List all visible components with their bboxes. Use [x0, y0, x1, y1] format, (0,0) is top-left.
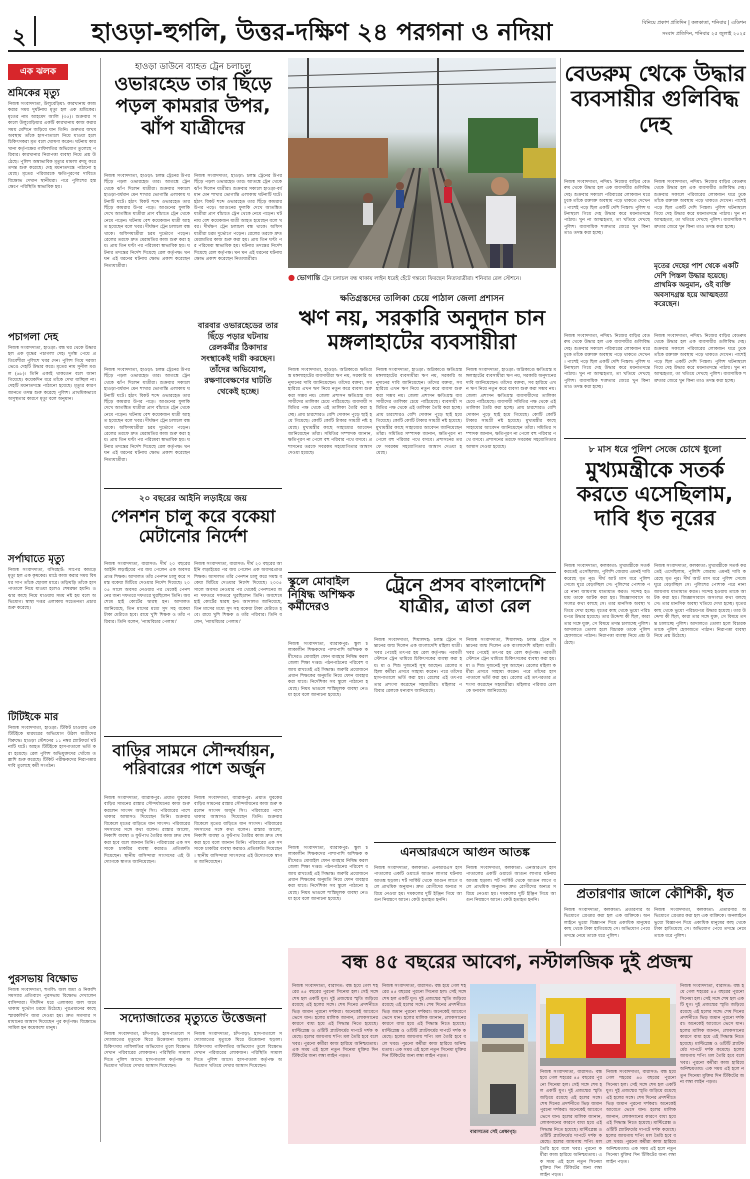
bandh-body-col4: নিজস্ব সংবাদদাতা, বারাসত: বন্ধ হয়ে গেল শহরের ৪৫ বছরের পুরনো সিনেমা হল। সেই সঙ্গে শেষ হল একটি যুগ। দুই প্রজন্মের স্মৃতি জড়িয়ে রয়েছে এই হলের সঙ্গে। শেষ দিনের প্রদর্শনীতে ভিড় জমান পুরনো দর্শকরা। অনেকেই আবেগে ভেসে যান। হলের মালিক জানান, লোকসানের কারণে বাধ্য হয়ে এই সিদ্ধান্ত নিতে হয়েছে। মাল্টিপ্লেক্স ও ওটিটি প্ল্যাটফর্মের দাপটে দর্শক কমেছে। হলের জায়গায় শপিং মল তৈরি হবে বলে খবর। পুরনো কর্মীরা কাজ হারিয়ে অনিশ্চয়তায়। এক সময় এই হলে নতুন সিনেমা মুক্তির দিন টিকিটের জন্য লম্বা লাইন পড়ত।	[606, 1070, 676, 1165]
mall-building-illustration	[540, 984, 676, 1066]
left-brief-column	[8, 60, 96, 1140]
brief-body: নিজস্ব সংবাদদাতা, হাওড়া: বন্ধ ঘর থেকে উদ্ধার হল এক বৃদ্ধের পচাগলা দেহ। দুর্গন্ধ পেয়ে প্রতিবেশীরা পুলিশে খবর দেন। পুলিশ গিয়ে দরজা ভেঙে দেহটি উদ্ধার করে। মৃতের নাম সুনীল মণ্ডল (৬৮)। তিনি একাই থাকতেন বলে জানা গিয়েছে। কয়েকদিন ধরে তাঁকে দেখা যাচ্ছিল না। দেহটি ময়নাতদন্তে পাঠানো হয়েছে। মৃত্যুর কারণ জানতে তদন্ত শুরু করেছে পুলিশ। প্রাথমিকভাবে অসুস্থতার কারণে মৃত্যু বলে অনুমান।	[8, 346, 96, 403]
section-rule	[104, 1008, 282, 1009]
cm-kicker: ৮ মাস ধরে পুলিশ সেজে চোখে ধুলো	[588, 445, 722, 455]
column-divider	[100, 58, 101, 1142]
kaushiki-body-col1: নিজস্ব সংবাদদাতা, কলকাতা: প্রতারণার অভিযোগে গ্রেপ্তার করা হল এক ব্যক্তিকে। অনলাইনে ভুয়ো বিজ্ঞাপন দিয়ে একাধিক মানুষের কাছ থেকে টাকা হাতিয়েছে সে। অভিযোগ পেয়ে তদন্তে নেমে তাকে ধরে পুলিশ।	[564, 908, 650, 939]
overhead-body-col1b: নিজস্ব সংবাদদাতা, হাওড়া: চলন্ত ট্রেনের উপর ছিঁড়ে পড়ল ওভারহেড তার। আতঙ্কে ট্রেন থেকে ঝাঁপ দিলেন যাত্রীরা। শুক্রবার সকালে হাওড়া-বর্ধমান মেন শাখার ভোগান্তি এলাকায় ঘটনাটি ঘটে। হঠাৎ বিকট শব্দে ওভারহেড তার ছিঁড়ে কামরার উপর পড়ে। আগুনের ফুলকি দেখে আতঙ্কিত যাত্রীরা প্রাণ বাঁচাতে ট্রেন থেকে নেমে পড়েন। ঘটনায় বেশ কয়েকজন যাত্রী আহত হয়েছেন বলে খবর। দীর্ঘক্ষণ ট্রেন চলাচল বন্ধ থাকে। অফিসযাত্রীরা চরম দুর্ভোগে পড়েন। রেলের তরফে দ্রুত মেরামতির কাজ শুরু করা হয়। প্রায় তিন ঘণ্টা পর পরিষেবা স্বাভাবিক হয়। ঘটনার তদন্তের নির্দেশ দিয়েছে রেল কর্তৃপক্ষ। ঘন ঘন এই ধরনের ঘটনায় ক্ষোভ প্রকাশ করেছেন নিত্যযাত্রীরা।	[104, 368, 190, 463]
loan-body-col2: নিজস্ব সংবাদদাতা, হাওড়া: অগ্নিকাণ্ডে ক্ষতিগ্রস্ত মঙ্গলাহাটের ব্যবসায়ীরা ঋণ নয়, সরকারি অনুদানের দাবি জানিয়েছেন। তাঁদের বক্তব্য, সব হারিয়ে এখন ঋণ নিয়ে নতুন করে ব্যবসা শুরু করা সম্ভব নয়। জেলা প্রশাসন ক্ষতিগ্রস্ত ব্যবসায়ীদের তালিকা চেয়ে পাঠিয়েছে। ব্যবসায়ী সমিতির পক্ষ থেকে এই তালিকা তৈরি করা হচ্ছে। প্রায় চারশোরও বেশি দোকান পুড়ে ছাই হয়ে গিয়েছে। কোটি কোটি টাকার সামগ্রী নষ্ট হয়েছে। মুখ্যমন্ত্রীর কাছে সাহায্যের আবেদন জানিয়েছেন তাঁরা। সমিতির সম্পাদক জানান, ক্ষতিপূরণ না পেলে বহু পরিবার পথে বসবে। প্রশাসনের তরফে সবরকম সহযোগিতার আশ্বাস দেওয়া হয়েছে।	[376, 368, 462, 457]
photo-label-dot: ●	[288, 273, 295, 282]
mobile-body: নিজস্ব সংবাদদাতা, ব্যারাকপুর: স্কুল চলাকালীন শিক্ষকদের পাশাপাশি অশিক্ষক কর্মীদেরও মোবাইল ফোন ব্যবহার নিষিদ্ধ করল জেলা শিক্ষা দপ্তর। পঠনপাঠনের পরিবেশ বজায় রাখতেই এই সিদ্ধান্ত। জরুরি প্রয়োজনে প্রধান শিক্ষকের অনুমতি নিয়ে ফোন ব্যবহার করা যাবে। নির্দেশিকা সব স্কুলে পাঠানো হয়েছে। নিয়ম ভাঙলে শাস্তিমূলক ব্যবস্থা নেওয়া হবে বলে জানানো হয়েছে।	[288, 642, 368, 699]
loan-headline: ঋণ নয়, সরকারি অনুদান চান মঙ্গলাহাটের ব্যবসায়ীরা	[298, 306, 546, 355]
bedroom-body-col1: নিজস্ব সংবাদদাতা, নদিয়া: নিজের বাড়ির বেডরুম থেকে উদ্ধার হল এক ব্যবসায়ীর গুলিবিদ্ধ দেহ। শুক্রবার সকালে পরিবারের লোকজন ঘরে ঢুকে তাঁকে রক্তাক্ত অবস্থায় পড়ে থাকতে দেখেন। পাশেই পড়ে ছিল একটি দেশি পিস্তল। পুলিশ ঘটনাস্থলে গিয়ে দেহ উদ্ধার করে ময়নাতদন্তে পাঠায়। খুন না আত্মহত্যা, তা খতিয়ে দেখছে পুলিশ। ব্যবসায়িক শত্রুতার জেরে খুন কিনা তাও তদন্ত করা হচ্ছে।	[564, 180, 650, 237]
column-divider	[560, 58, 561, 946]
bedroom-body-col2: নিজস্ব সংবাদদাতা, নদিয়া: নিজের বাড়ির বেডরুম থেকে উদ্ধার হল এক ব্যবসায়ীর গুলিবিদ্ধ দেহ। শুক্রবার সকালে পরিবারের লোকজন ঘরে ঢুকে তাঁকে রক্তাক্ত অবস্থায় পড়ে থাকতে দেখেন। পাশেই পড়ে ছিল একটি দেশি পিস্তল। পুলিশ ঘটনাস্থলে গিয়ে দেহ উদ্ধার করে ময়নাতদন্তে পাঠায়। খুন না আত্মহত্যা, তা খতিয়ে দেখছে পুলিশ। ব্যবসায়িক শত্রুতার জেরে খুন কিনা তাও তদন্ত করা হচ্ছে।	[654, 180, 746, 230]
kaushiki-body-col2: নিজস্ব সংবাদদাতা, কলকাতা: প্রতারণার অভিযোগে গ্রেপ্তার করা হল এক ব্যক্তিকে। অনলাইনে ভুয়ো বিজ্ঞাপন দিয়ে একাধিক মানুষের কাছ থেকে টাকা হাতিয়েছে সে। অভিযোগ পেয়ে তদন্তে নেমে তাকে ধরে পুলিশ।	[654, 908, 746, 939]
pension-body-col2: নিজস্ব সংবাদদাতা, বারাসত: দীর্ঘ ২০ বছরের আইনি লড়াইয়ের পর জয় পেলেন এক অবসরপ্রাপ্ত শিক্ষক। আদালত তাঁর পেনশন চালু করে সমস্ত বকেয়া মিটিয়ে দেওয়ার নির্দেশ দিয়েছে। ২০০৫ সালে অবসর নেওয়ার পর থেকেই পেনশনের জন্য দফতরে দফতরে ঘুরছিলেন তিনি। অবশেষে হাই কোর্টের দ্বারস্থ হন। আদালত জানিয়েছে, তিন মাসের মধ্যে সুদ সহ বকেয়া টাকা মেটাতে হবে। রায়ে খুশি শিক্ষক ও তাঁর পরিবার। তিনি বলেন, 'ন্যায়বিচার পেলাম।'	[194, 562, 282, 625]
cinema-photo	[470, 984, 536, 1126]
photo-label: ভোগান্তি	[296, 274, 321, 282]
overhead-kicker: হাওড়া ডাউনে ব্যাহত ট্রেন চলাচল	[135, 62, 251, 72]
beauty-body-col2: নিজস্ব সংবাদদাতা, ব্যারাকপুর: প্রয়াত যুবকের বাড়ির সামনের রাস্তার সৌন্দর্যায়নের কাজ শুরু করলেন সাংসদ অর্জুন সিং। পরিবারের পাশে থাকার আশ্বাসও দিয়েছেন তিনি। শুক্রবার বিকেলে মৃতের বাড়িতে যান সাংসদ। পরিবারের সদস্যদের সঙ্গে কথা বলেন। রাস্তার আলো, নিকাশি ব্যবস্থা ও ফুটপাথ তৈরির কাজ দ্রুত শেষ করা হবে বলে জানান তিনি। পরিবারের এক সদস্যকে চাকরির ব্যবস্থা করারও প্রতিশ্রুতি দিয়েছেন। স্থানীয় বাসিন্দারা সাংসদের এই উদ্যোগকে স্বাগত জানিয়েছেন।	[194, 796, 282, 866]
bedroom-pull-quote: মৃতের দেহের পাশ থেকে একটি দেশি পিস্তল উদ্ধার হয়েছে। প্রাথমিক অনুমান, ওই ব্যক্তি অবসাদগ্রস্ত হয়ে আত্মহত্যা করেছেন।	[654, 262, 739, 308]
pension-kicker: ২০ বছরের আইনি লড়াইয়ে জয়	[139, 494, 247, 504]
cm-body-col1: নিজস্ব সংবাদদাতা, কলকাতা: মুখ্যমন্ত্রীকে সতর্ক করতেই এসেছিলাম, পুলিশি জেরায় এমনই দাবি করেছে ধৃত নূর। দীর্ঘ আট মাস ধরে পুলিশ সেজে ঘুরে বেড়াচ্ছিল সে। পুলিশের পোশাক পরে নানা জায়গায় যাতায়াত করত। সন্দেহ হওয়ায় তাকে আটক করা হয়। জিজ্ঞাসাবাদে অসংলগ্ন কথা বলছে সে। তার মানসিক অবস্থা খতিয়ে দেখা হচ্ছে। ধৃতের কাছ থেকে ভুয়ো পরিচয়পত্র উদ্ধার হয়েছে। তার উদ্দেশ্য কী ছিল, কারা তার সঙ্গে যুক্ত, সে বিষয়ে তদন্ত চালাচ্ছে পুলিশ। আদালতে তোলা হলে বিচারক তাকে পুলিশ হেফাজতে পাঠান। নিরাপত্তা ব্যবস্থা নিয়ে প্রশ্ন উঠেছে।	[564, 564, 650, 646]
brief-headline: পুরসভায় বিক্ষোভ	[8, 974, 78, 985]
brief-headline: সর্পাঘাতে মৃত্যু	[8, 554, 65, 565]
cm-headline: মুখ্যমন্ত্রীকে সতর্ক করতে এসেছিলাম, দাবি ধৃত নূরের	[576, 458, 734, 531]
nrs-body-col1: নিজস্ব সংবাদদাতা, কলকাতা: এনআরএস হাসপাতালের একটি ওয়ার্ডে আগুন লাগার ঘটনায় আতঙ্ক ছড়াল। শর্ট সার্কিট থেকে আগুন লাগে বলে প্রাথমিক অনুমান। দ্রুত রোগীদের অন্যত্র সরিয়ে নেওয়া হয়। দমকলের দুটি ইঞ্জিন গিয়ে আগুন নিয়ন্ত্রণে আনে। কেউ হতাহত হননি।	[374, 866, 462, 904]
kaushiki-headline: প্রতারণার জালে কৌশিকী, ধৃত	[576, 887, 734, 902]
loan-body-col1: নিজস্ব সংবাদদাতা, হাওড়া: অগ্নিকাণ্ডে ক্ষতিগ্রস্ত মঙ্গলাহাটের ব্যবসায়ীরা ঋণ নয়, সরকারি অনুদানের দাবি জানিয়েছেন। তাঁদের বক্তব্য, সব হারিয়ে এখন ঋণ নিয়ে নতুন করে ব্যবসা শুরু করা সম্ভব নয়। জেলা প্রশাসন ক্ষতিগ্রস্ত ব্যবসায়ীদের তালিকা চেয়ে পাঠিয়েছে। ব্যবসায়ী সমিতির পক্ষ থেকে এই তালিকা তৈরি করা হচ্ছে। প্রায় চারশোরও বেশি দোকান পুড়ে ছাই হয়ে গিয়েছে। কোটি কোটি টাকার সামগ্রী নষ্ট হয়েছে। মুখ্যমন্ত্রীর কাছে সাহায্যের আবেদন জানিয়েছেন তাঁরা। সমিতির সম্পাদক জানান, ক্ষতিপূরণ না পেলে বহু পরিবার পথে বসবে। প্রশাসনের তরফে সবরকম সহযোগিতার আশ্বাস দেওয়া হয়েছে।	[288, 368, 372, 457]
overhead-headline: ওভারহেড তার ছিঁড়ে পড়ল কামরার উপর, ঝাঁপ যাত্রীদের	[114, 73, 272, 139]
newborn-body-col1: নিজস্ব সংবাদদাতা, চাঁদপাড়া: হাসপাতালে সদ্যোজাতের মৃত্যুকে ঘিরে উত্তেজনা ছড়াল। চিকিৎসায় গাফিলতির অভিযোগ তুলে বিক্ষোভ দেখান পরিবারের লোকজন। পরিস্থিতি সামাল দিতে পুলিশ আসে। হাসপাতাল কর্তৃপক্ষ অভিযোগ খতিয়ে দেখার আশ্বাস দিয়েছেন।	[104, 1032, 190, 1070]
edition-line-1: বিনিয়ে প্রকাশ প্রতিদিন | কলকাতা, শনিবার | এডিশন	[642, 20, 746, 26]
overhead-body-col1: নিজস্ব সংবাদদাতা, হাওড়া: চলন্ত ট্রেনের উপর ছিঁড়ে পড়ল ওভারহেড তার। আতঙ্কে ট্রেন থেকে ঝাঁপ দিলেন যাত্রীরা। শুক্রবার সকালে হাওড়া-বর্ধমান মেন শাখার ভোগান্তি এলাকায় ঘটনাটি ঘটে। হঠাৎ বিকট শব্দে ওভারহেড তার ছিঁড়ে কামরার উপর পড়ে। আগুনের ফুলকি দেখে আতঙ্কিত যাত্রীরা প্রাণ বাঁচাতে ট্রেন থেকে নেমে পড়েন। ঘটনায় বেশ কয়েকজন যাত্রী আহত হয়েছেন বলে খবর। দীর্ঘক্ষণ ট্রেন চলাচল বন্ধ থাকে। অফিসযাত্রীরা চরম দুর্ভোগে পড়েন। রেলের তরফে দ্রুত মেরামতির কাজ শুরু করা হয়। প্রায় তিন ঘণ্টা পর পরিষেবা স্বাভাবিক হয়। ঘটনার তদন্তের নির্দেশ দিয়েছে রেল কর্তৃপক্ষ। ঘন ঘন এই ধরনের ঘটনায় ক্ষোভ প্রকাশ করেছেন নিত্যযাত্রীরা।	[104, 174, 190, 269]
loan-kicker: ক্ষতিগ্রস্তদের তালিকা চেয়ে পাঠাল জেলা প্রশাসন	[340, 294, 504, 304]
bedroom-body-col2b: নিজস্ব সংবাদদাতা, নদিয়া: নিজের বাড়ির বেডরুম থেকে উদ্ধার হল এক ব্যবসায়ীর গুলিবিদ্ধ দেহ। শুক্রবার সকালে পরিবারের লোকজন ঘরে ঢুকে তাঁকে রক্তাক্ত অবস্থায় পড়ে থাকতে দেখেন। পাশেই পড়ে ছিল একটি দেশি পিস্তল। পুলিশ ঘটনাস্থলে গিয়ে দেহ উদ্ধার করে ময়নাতদন্তে পাঠায়। খুন না আত্মহত্যা, তা খতিয়ে দেখছে পুলিশ। ব্যবসায়িক শত্রুতার জেরে খুন কিনা তাও তদন্ত করা হচ্ছে।	[654, 334, 746, 384]
mobile-body-b: নিজস্ব সংবাদদাতা, ব্যারাকপুর: স্কুল চলাকালীন শিক্ষকদের পাশাপাশি অশিক্ষক কর্মীদেরও মোবাইল ফোন ব্যবহার নিষিদ্ধ করল জেলা শিক্ষা দপ্তর। পঠনপাঠনের পরিবেশ বজায় রাখতেই এই সিদ্ধান্ত। জরুরি প্রয়োজনে প্রধান শিক্ষকের অনুমতি নিয়ে ফোন ব্যবহার করা যাবে। নির্দেশিকা সব স্কুলে পাঠানো হয়েছে। নিয়ম ভাঙলে শাস্তিমূলক ব্যবস্থা নেওয়া হবে বলে জানানো হয়েছে।	[288, 846, 368, 903]
cinema-photo-caption: বারাসতের সেই প্রেক্ষাগৃহ।	[470, 1130, 517, 1135]
nrs-body-col2: নিজস্ব সংবাদদাতা, কলকাতা: এনআরএস হাসপাতালের একটি ওয়ার্ডে আগুন লাগার ঘটনায় আতঙ্ক ছড়াল। শর্ট সার্কিট থেকে আগুন লাগে বলে প্রাথমিক অনুমান। দ্রুত রোগীদের অন্যত্র সরিয়ে নেওয়া হয়। দমকলের দুটি ইঞ্জিন গিয়ে আগুন নিয়ন্ত্রণে আনে। কেউ হতাহত হননি।	[466, 866, 556, 904]
bandh-body-col3: নিজস্ব সংবাদদাতা, বারাসত: বন্ধ হয়ে গেল শহরের ৪৫ বছরের পুরনো সিনেমা হল। সেই সঙ্গে শেষ হল একটি যুগ। দুই প্রজন্মের স্মৃতি জড়িয়ে রয়েছে এই হলের সঙ্গে। শেষ দিনের প্রদর্শনীতে ভিড় জমান পুরনো দর্শকরা। অনেকেই আবেগে ভেসে যান। হলের মালিক জানান, লোকসানের কারণে বাধ্য হয়ে এই সিদ্ধান্ত নিতে হয়েছে। মাল্টিপ্লেক্স ও ওটিটি প্ল্যাটফর্মের দাপটে দর্শক কমেছে। হলের জায়গায় শপিং মল তৈরি হবে বলে খবর। পুরনো কর্মীরা কাজ হারিয়ে অনিশ্চয়তায়। এক সময় এই হলে নতুন সিনেমা মুক্তির দিন টিকিটের জন্য লম্বা লাইন পড়ত।	[540, 1070, 602, 1178]
bandh-body-col5: নিজস্ব সংবাদদাতা, বারাসত: বন্ধ হয়ে গেল শহরের ৪৫ বছরের পুরনো সিনেমা হল। সেই সঙ্গে শেষ হল একটি যুগ। দুই প্রজন্মের স্মৃতি জড়িয়ে রয়েছে এই হলের সঙ্গে। শেষ দিনের প্রদর্শনীতে ভিড় জমান পুরনো দর্শকরা। অনেকেই আবেগে ভেসে যান। হলের মালিক জানান, লোকসানের কারণে বাধ্য হয়ে এই সিদ্ধান্ত নিতে হয়েছে। মাল্টিপ্লেক্স ও ওটিটি প্ল্যাটফর্মের দাপটে দর্শক কমেছে। হলের জায়গায় শপিং মল তৈরি হবে বলে খবর। পুরনো কর্মীরা কাজ হারিয়ে অনিশ্চয়তায়। এক সময় এই হলে নতুন সিনেমা মুক্তির দিন টিকিটের জন্য লম্বা লাইন পড়ত।	[680, 984, 744, 1086]
section-rule	[104, 736, 282, 737]
pension-body-col1: নিজস্ব সংবাদদাতা, বারাসত: দীর্ঘ ২০ বছরের আইনি লড়াইয়ের পর জয় পেলেন এক অবসরপ্রাপ্ত শিক্ষক। আদালত তাঁর পেনশন চালু করে সমস্ত বকেয়া মিটিয়ে দেওয়ার নির্দেশ দিয়েছে। ২০০৫ সালে অবসর নেওয়ার পর থেকেই পেনশনের জন্য দফতরে দফতরে ঘুরছিলেন তিনি। অবশেষে হাই কোর্টের দ্বারস্থ হন। আদালত জানিয়েছে, তিন মাসের মধ্যে সুদ সহ বকেয়া টাকা মেটাতে হবে। রায়ে খুশি শিক্ষক ও তাঁর পরিবার। তিনি বলেন, 'ন্যায়বিচার পেলাম।'	[104, 562, 190, 625]
rail-scene-illustration	[288, 58, 556, 268]
edition-line-2: সংবাদ প্রতিদিন, শনিবার ২৫ জুলাই ২০২৫	[662, 31, 746, 37]
beauty-headline: বাড়ির সামনে সৌন্দর্যায়ন, পরিবারের পাশে অর্জুন	[112, 741, 276, 779]
section-rule	[374, 842, 556, 843]
train-birth-body-col2: নিজস্ব সংবাদদাতা, শিয়ালদহ: চলন্ত ট্রেনে সন্তানের জন্ম দিলেন এক বাংলাদেশি মহিলা যাত্রী। খবর পেয়েই তৎপর হয় রেল কর্তৃপক্ষ। পরবর্তী স্টেশনে ট্রেন থামিয়ে চিকিৎসকের ব্যবস্থা করা হয়। মা ও শিশু দুজনেই সুস্থ আছেন। রেলের মহিলা কর্মীরা প্রসবে সাহায্য করেন। পরে তাঁদের হাসপাতালে ভর্তি করা হয়। রেলের এই তৎপরতার প্রশংসা করেছেন সহযাত্রীরা। মহিলার পরিবার রেলকে ধন্যবাদ জানিয়েছে।	[466, 638, 556, 695]
section-rule	[288, 572, 556, 573]
bandh-body-col1: নিজস্ব সংবাদদাতা, বারাসত: বন্ধ হয়ে গেল শহরের ৪৫ বছরের পুরনো সিনেমা হল। সেই সঙ্গে শেষ হল একটি যুগ। দুই প্রজন্মের স্মৃতি জড়িয়ে রয়েছে এই হলের সঙ্গে। শেষ দিনের প্রদর্শনীতে ভিড় জমান পুরনো দর্শকরা। অনেকেই আবেগে ভেসে যান। হলের মালিক জানান, লোকসানের কারণে বাধ্য হয়ে এই সিদ্ধান্ত নিতে হয়েছে। মাল্টিপ্লেক্স ও ওটিটি প্ল্যাটফর্মের দাপটে দর্শক কমেছে। হলের জায়গায় শপিং মল তৈরি হবে বলে খবর। পুরনো কর্মীরা কাজ হারিয়ে অনিশ্চয়তায়। এক সময় এই হলে নতুন সিনেমা মুক্তির দিন টিকিটের জন্য লম্বা লাইন পড়ত।	[292, 984, 378, 1060]
masthead-rule	[8, 50, 744, 52]
mobile-headline: স্কুলে মোবাইল নিষিদ্ধ অশিক্ষক কর্মীদেরও	[288, 575, 355, 614]
overhead-pull-quote: বারবার ওভারহেডের তার ছিঁড়ে পড়ার ঘটনায় রেলকর্মীর ঠিকাদার সংস্থাকেই দায়ী করছেন। তাঁদের অভিযোগ, রক্ষণাবেক্ষণের ঘাটতি থেকেই হচ্ছে।	[197, 321, 279, 396]
newborn-body-col2: নিজস্ব সংবাদদাতা, চাঁদপাড়া: হাসপাতালে সদ্যোজাতের মৃত্যুকে ঘিরে উত্তেজনা ছড়াল। চিকিৎসায় গাফিলতির অভিযোগ তুলে বিক্ষোভ দেখান পরিবারের লোকজন। পরিস্থিতি সামাল দিতে পুলিশ আসে। হাসপাতাল কর্তৃপক্ষ অভিযোগ খতিয়ে দেখার আশ্বাস দিয়েছেন।	[194, 1032, 282, 1070]
bedroom-headline: বেডরুম থেকে উদ্ধার ব্যবসায়ীর গুলিবিদ্ধ দেহ	[564, 62, 746, 138]
page-number: ২	[12, 24, 27, 50]
brief-headline: টিটিইকে মার	[8, 712, 59, 723]
bandh-body-col2: নিজস্ব সংবাদদাতা, বারাসত: বন্ধ হয়ে গেল শহরের ৪৫ বছরের পুরনো সিনেমা হল। সেই সঙ্গে শেষ হল একটি যুগ। দুই প্রজন্মের স্মৃতি জড়িয়ে রয়েছে এই হলের সঙ্গে। শেষ দিনের প্রদর্শনীতে ভিড় জমান পুরনো দর্শকরা। অনেকেই আবেগে ভেসে যান। হলের মালিক জানান, লোকসানের কারণে বাধ্য হয়ে এই সিদ্ধান্ত নিতে হয়েছে। মাল্টিপ্লেক্স ও ওটিটি প্ল্যাটফর্মের দাপটে দর্শক কমেছে। হলের জায়গায় শপিং মল তৈরি হবে বলে খবর। পুরনো কর্মীরা কাজ হারিয়ে অনিশ্চয়তায়। এক সময় এই হলে নতুন সিনেমা মুক্তির দিন টিকিটের জন্য লম্বা লাইন পড়ত।	[382, 984, 466, 1060]
photo-caption	[288, 272, 556, 284]
cinema-building-illustration	[470, 984, 536, 1126]
cm-body-col2: নিজস্ব সংবাদদাতা, কলকাতা: মুখ্যমন্ত্রীকে সতর্ক করতেই এসেছিলাম, পুলিশি জেরায় এমনই দাবি করেছে ধৃত নূর। দীর্ঘ আট মাস ধরে পুলিশ সেজে ঘুরে বেড়াচ্ছিল সে। পুলিশের পোশাক পরে নানা জায়গায় যাতায়াত করত। সন্দেহ হওয়ায় তাকে আটক করা হয়। জিজ্ঞাসাবাদে অসংলগ্ন কথা বলছে সে। তার মানসিক অবস্থা খতিয়ে দেখা হচ্ছে। ধৃতের কাছ থেকে ভুয়ো পরিচয়পত্র উদ্ধার হয়েছে। তার উদ্দেশ্য কী ছিল, কারা তার সঙ্গে যুক্ত, সে বিষয়ে তদন্ত চালাচ্ছে পুলিশ। আদালতে তোলা হলে বিচারক তাকে পুলিশ হেফাজতে পাঠান। নিরাপত্তা ব্যবস্থা নিয়ে প্রশ্ন উঠেছে।	[654, 564, 746, 640]
section-rule	[564, 884, 746, 885]
brief-body: নিজস্ব সংবাদদাতা, উলুবেড়িয়া: কারখানায় কাজ করার সময় দুর্ঘটনায় মৃত্যু হল এক শ্রমিকের। মৃতের নাম আহমেদ আলি (৩৫)। শুক্রবার সকালে উলুবেড়িয়ার একটি কারখানায় কাজ করার সময় মেশিনে জড়িয়ে যান তিনি। গুরুতর জখম অবস্থায় তাঁকে হাসপাতালে নিয়ে যাওয়া হলে চিকিৎসকরা মৃত বলে ঘোষণা করেন। ঘটনায় কারখানা কর্তৃপক্ষের গাফিলতির অভিযোগ তুলেছে পরিবার। কারখানার নিরাপত্তা ব্যবস্থা নিয়ে প্রশ্ন উঠেছে। পুলিশ অস্বাভাবিক মৃত্যুর মামলা রুজু করে তদন্ত শুরু করেছে। দেহ ময়নাতদন্তে পাঠানো হয়েছে। মৃতের পরিবারকে ক্ষতিপূরণের দাবিতে বিক্ষোভ দেখান স্থানীয়রা। পরে পুলিশের হস্তক্ষেপে পরিস্থিতি স্বাভাবিক হয়।	[8, 102, 96, 191]
brief-body: নিজস্ব সংবাদদাতা, হুগলি: জল জমা ও নিকাশি সমস্যার প্রতিবাদে পুরসভায় বিক্ষোভ দেখালেন বাসিন্দারা। দীর্ঘদিন ধরে এলাকায় জল জমে থাকায় দুর্ভোগ চরমে উঠেছে। পুরপ্রধানের কাছে স্মারকলিপি জমা দেওয়া হয়। দ্রুত সমস্যার সমাধানের আশ্বাস দিয়েছেন পুর কর্তৃপক্ষ। বিক্ষোভে সামিল হন কয়েকশো মানুষ।	[8, 988, 96, 1032]
section-rule	[104, 488, 282, 489]
mall-photo	[540, 984, 676, 1066]
brief-headline: শ্রমিকের মৃত্যু	[8, 88, 60, 99]
train-birth-body-col1: নিজস্ব সংবাদদাতা, শিয়ালদহ: চলন্ত ট্রেনে সন্তানের জন্ম দিলেন এক বাংলাদেশি মহিলা যাত্রী। খবর পেয়েই তৎপর হয় রেল কর্তৃপক্ষ। পরবর্তী স্টেশনে ট্রেন থামিয়ে চিকিৎসকের ব্যবস্থা করা হয়। মা ও শিশু দুজনেই সুস্থ আছেন। রেলের মহিলা কর্মীরা প্রসবে সাহায্য করেন। পরে তাঁদের হাসপাতালে ভর্তি করা হয়। রেলের এই তৎপরতার প্রশংসা করেছেন সহযাত্রীরা। মহিলার পরিবার রেলকে ধন্যবাদ জানিয়েছে।	[374, 638, 462, 695]
beauty-body-col1: নিজস্ব সংবাদদাতা, ব্যারাকপুর: প্রয়াত যুবকের বাড়ির সামনের রাস্তার সৌন্দর্যায়নের কাজ শুরু করলেন সাংসদ অর্জুন সিং। পরিবারের পাশে থাকার আশ্বাসও দিয়েছেন তিনি। শুক্রবার বিকেলে মৃতের বাড়িতে যান সাংসদ। পরিবারের সদস্যদের সঙ্গে কথা বলেন। রাস্তার আলো, নিকাশি ব্যবস্থা ও ফুটপাথ তৈরির কাজ দ্রুত শেষ করা হবে বলে জানান তিনি। পরিবারের এক সদস্যকে চাকরির ব্যবস্থা করারও প্রতিশ্রুতি দিয়েছেন। স্থানীয় বাসিন্দারা সাংসদের এই উদ্যোগকে স্বাগত জানিয়েছেন।	[104, 796, 190, 866]
rail-photo	[288, 58, 556, 268]
brief-body: নিজস্ব সংবাদদাতা, বসিরহাট: সাপের কামড়ে মৃত্যু হল এক কৃষকের। মাঠে কাজ করার সময় বিষধর সাপ তাঁকে ছোবল মারে। তড়িঘড়ি তাঁকে হাসপাতালে নিয়ে যাওয়া হলেও শেষরক্ষা হয়নি। ওঝার কাছে নিয়ে যাওয়ায় সময় নষ্ট হয় বলে অভিযোগ। স্বাস্থ্য দপ্তর এলাকায় সচেতনতা প্রচার শুরু করেছে।	[8, 568, 96, 612]
pension-headline: পেনশন চালু করে বকেয়া মেটানোর নির্দেশ	[110, 507, 276, 547]
masthead-divider	[34, 16, 36, 46]
brief-body: নিজস্ব সংবাদদাতা, হাওড়া: টিকিট চাওয়ায় এক টিটিইকে মারধরের অভিযোগ উঠল যাত্রীদের বিরুদ্ধে। হাওড়া স্টেশনের ১১ নম্বর প্ল্যাটফর্মে ঘটনাটি ঘটে। আহত টিটিইকে হাসপাতালে ভর্তি করা হয়েছে। রেল পুলিশ অভিযুক্তদের খোঁজে তল্লাশি শুরু করেছে। টিকিট পরীক্ষকদের নিরাপত্তার দাবি তুলেছে কর্মী সংগঠন।	[8, 726, 96, 770]
newborn-headline: সদ্যোজাতের মৃত্যুতে উত্তেজনা	[119, 1011, 267, 1025]
page-title: হাওড়া-হুগলি, উত্তর-দক্ষিণ ২৪ পরগনা ও নদিয়া	[91, 18, 553, 46]
loan-body-col3: নিজস্ব সংবাদদাতা, হাওড়া: অগ্নিকাণ্ডে ক্ষতিগ্রস্ত মঙ্গলাহাটের ব্যবসায়ীরা ঋণ নয়, সরকারি অনুদানের দাবি জানিয়েছেন। তাঁদের বক্তব্য, সব হারিয়ে এখন ঋণ নিয়ে নতুন করে ব্যবসা শুরু করা সম্ভব নয়। জেলা প্রশাসন ক্ষতিগ্রস্ত ব্যবসায়ীদের তালিকা চেয়ে পাঠিয়েছে। ব্যবসায়ী সমিতির পক্ষ থেকে এই তালিকা তৈরি করা হচ্ছে। প্রায় চারশোরও বেশি দোকান পুড়ে ছাই হয়ে গিয়েছে। কোটি কোটি টাকার সামগ্রী নষ্ট হয়েছে। মুখ্যমন্ত্রীর কাছে সাহায্যের আবেদন জানিয়েছেন তাঁরা। সমিতির সম্পাদক জানান, ক্ষতিপূরণ না পেলে বহু পরিবার পথে বসবে। প্রশাসনের তরফে সবরকম সহযোগিতার আশ্বাস দেওয়া হয়েছে।	[466, 368, 556, 450]
train-birth-headline: ট্রেনে প্রসব বাংলাদেশি যাত্রীর, ত্রাতা রেল	[384, 575, 546, 617]
bedroom-body-col1b: নিজস্ব সংবাদদাতা, নদিয়া: নিজের বাড়ির বেডরুম থেকে উদ্ধার হল এক ব্যবসায়ীর গুলিবিদ্ধ দেহ। শুক্রবার সকালে পরিবারের লোকজন ঘরে ঢুকে তাঁকে রক্তাক্ত অবস্থায় পড়ে থাকতে দেখেন। পাশেই পড়ে ছিল একটি দেশি পিস্তল। পুলিশ ঘটনাস্থলে গিয়ে দেহ উদ্ধার করে ময়নাতদন্তে পাঠায়। খুন না আত্মহত্যা, তা খতিয়ে দেখছে পুলিশ। ব্যবসায়িক শত্রুতার জেরে খুন কিনা তাও তদন্ত করা হচ্ছে।	[564, 334, 650, 391]
bandh-headline: বন্ধ ৪৫ বছরের আবেগ, নস্টালজিক দুই প্রজন্ম	[341, 951, 693, 973]
brief-headline: পচাগলা দেহ	[8, 332, 59, 343]
photo-caption-text: ট্রেন চলাচল বন্ধ থাকায় লাইন ধরেই হেঁটে গন্তব্যে ফিরছেন নিত্যযাত্রীরা। শনিবার রেল স্টেশনে।	[321, 276, 521, 282]
overhead-body-col2: নিজস্ব সংবাদদাতা, হাওড়া: চলন্ত ট্রেনের উপর ছিঁড়ে পড়ল ওভারহেড তার। আতঙ্কে ট্রেন থেকে ঝাঁপ দিলেন যাত্রীরা। শুক্রবার সকালে হাওড়া-বর্ধমান মেন শাখার ভোগান্তি এলাকায় ঘটনাটি ঘটে। হঠাৎ বিকট শব্দে ওভারহেড তার ছিঁড়ে কামরার উপর পড়ে। আগুনের ফুলকি দেখে আতঙ্কিত যাত্রীরা প্রাণ বাঁচাতে ট্রেন থেকে নেমে পড়েন। ঘটনায় বেশ কয়েকজন যাত্রী আহত হয়েছেন বলে খবর। দীর্ঘক্ষণ ট্রেন চলাচল বন্ধ থাকে। অফিসযাত্রীরা চরম দুর্ভোগে পড়েন। রেলের তরফে দ্রুত মেরামতির কাজ শুরু করা হয়। প্রায় তিন ঘণ্টা পর পরিষেবা স্বাভাবিক হয়। ঘটনার তদন্তের নির্দেশ দিয়েছে রেল কর্তৃপক্ষ। ঘন ঘন এই ধরনের ঘটনায় ক্ষোভ প্রকাশ করেছেন নিত্যযাত্রীরা।	[194, 174, 283, 263]
section-rule	[564, 438, 746, 439]
nrs-headline: এনআরএসে আগুন আতঙ্ক	[400, 845, 530, 859]
brief-tag: এক ঝলক	[8, 64, 68, 80]
